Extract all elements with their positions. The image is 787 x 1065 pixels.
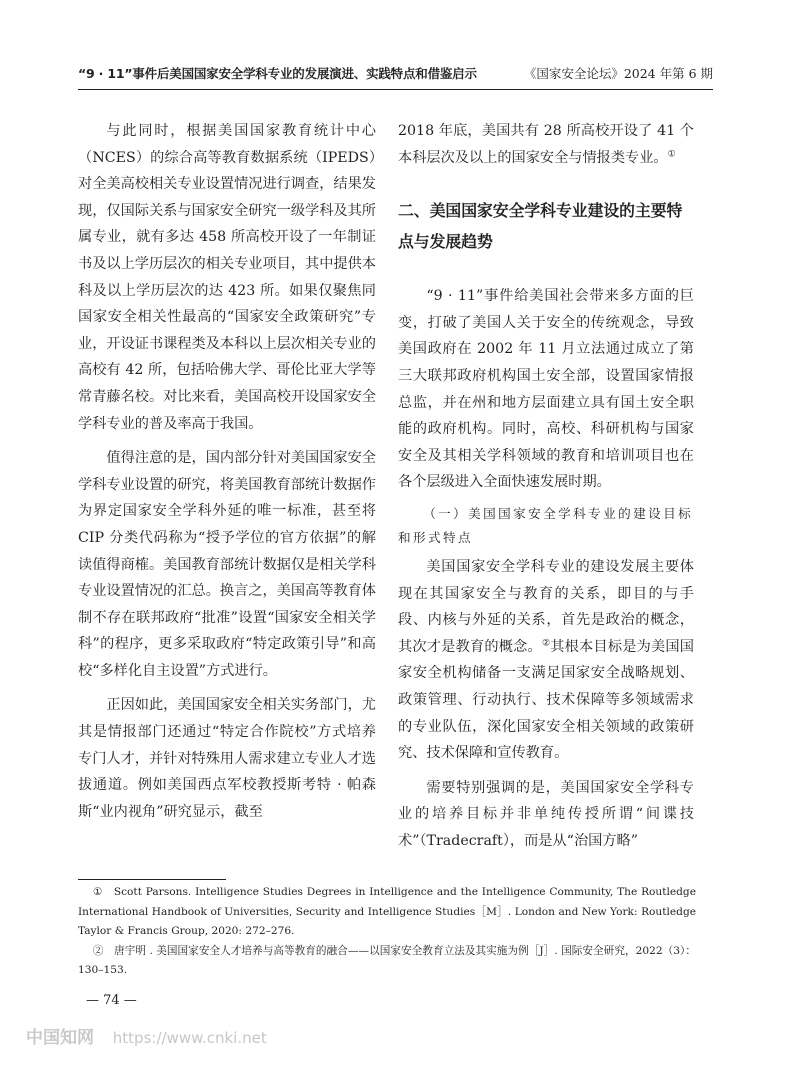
watermark-url[interactable]: https://www.cnki.net <box>112 1029 267 1047</box>
watermark-brand: 中国知网 <box>26 1028 94 1048</box>
body-paragraph: “9 · 11”事件给美国社会带来多方面的巨变，打破了美国人关于安全的传统观念，导致美国政府在 2002 年 11 月立法通过成立了第三大联邦政府机构国土安全部，设置国家情报总监，并在州和地方层面建立具有国土安全职能的政府机构。同时，高校、科研机构与国家安全及其相关学科领域的教育和培训项目也在各个层级进入全面快速发展时期。 <box>398 288 694 491</box>
paragraph-text: 其根本目标是为美国国家安全机构储备一支满足国家安全战略规划、政策管理、行动执行、技术保障等多领域需求的专业队伍，深化国家安全相关领域的政策研究、技术保障和宣传教育。 <box>398 638 694 762</box>
body-paragraph <box>398 554 694 767</box>
body-paragraph: 正因如此，美国国家安全相关实务部门，尤其是情报部门还通过“特定合作院校”方式培养专门人才，并针对特殊用人需求建立专业人才选拔通道。例如美国西点军校教授斯考特 · 帕森斯“业内视角”研究显示，截至 <box>78 697 376 820</box>
article-title: “9 · 11”事件后美国国家安全学科专业的发展演进、实践特点和借鉴启示 <box>78 66 477 81</box>
paragraph-text: 美国国家安全学科专业的建设发展主要体现在其国家安全与教育的关系，即目的与手段、内核与外延的关系，首先是政治的概念，其次才是教育的概念。 <box>398 558 694 655</box>
left-column <box>78 118 376 825</box>
watermark <box>26 1023 267 1048</box>
section-heading: 二、美国国家安全学科专业建设的主要特点与发展趋势 <box>398 201 683 252</box>
subsection-heading: （一）美国国家安全学科专业的建设目标和形式特点 <box>398 505 694 545</box>
footnotes <box>78 883 696 981</box>
body-paragraph: 需要特别强调的是，美国国家安全学科专业的培养目标并非单纯传授所谓“间谍技术”（Tradecraft），而是从“治国方略” <box>398 779 694 849</box>
footnote-item: ② 唐宇明 . 美国国家安全人才培养与高等教育的融合——以国家安全教育立法及其实施为例［J］. 国际安全研究，2022（3）：130–153. <box>78 944 696 977</box>
footnote-ref[interactable]: ② <box>541 637 551 648</box>
body-paragraph: 值得注意的是，国内部分针对美国国家安全学科专业设置的研究，将美国教育部统计数据作为界定国家安全学科外延的唯一标准，甚至将 CIP 分类代码称为“授予学位的官方依据”的解读值得商榷。美国教育部统计数据仅是相关学科专业设置情况的汇总。换言之，美国高等教育体制不存在联邦政府“批准”设置“国家安全相关学科”的程序，更多采取政府“特定政策引导”和高校“多样化自主设置”方式进行。 <box>78 450 376 679</box>
continued-paragraph <box>398 118 694 171</box>
paragraph-text: 2018 年底，美国共有 28 所高校开设了 41 个本科层次及以上的国家安全与情报类专业。 <box>398 123 694 166</box>
right-column <box>398 118 694 854</box>
header-rule <box>78 89 713 90</box>
journal-issue: 《国家安全论坛》2024 年第 6 期 <box>523 66 713 81</box>
page-number: — 74 — <box>86 993 137 1008</box>
footnote-ref[interactable]: ① <box>667 148 676 159</box>
footnote-rule <box>78 879 226 880</box>
running-header <box>78 64 713 86</box>
footnote-item: ① Scott Parsons. Intelligence Studies Degrees in Intelligence and the Intelligence Community, The Routledge International Handbook of Universities, Security and Intelligence Studies［M］. London and New York: Routledge Taylor & Francis Group, 2020: 272–276. <box>78 886 696 938</box>
body-paragraph: 与此同时，根据美国国家教育统计中心（NCES）的综合高等教育数据系统（IPEDS）对全美高校相关专业设置情况进行调查，结果发现，仅国际关系与国家安全研究一级学科及其所属专业，就有多达 458 所高校开设了一年制证书及以上学历层次的相关专业项目，其中提供本科及以上学历层次的达 423 所。如果仅聚焦同国家安全相关性最高的“国家安全政策研究”专业，开设证书课程类及本科以上层次相关专业的高校有 42 所，包括哈佛大学、哥伦比亚大学等常青藤名校。对比来看，美国高校开设国家安全学科专业的普及率高于我国。 <box>78 123 376 432</box>
